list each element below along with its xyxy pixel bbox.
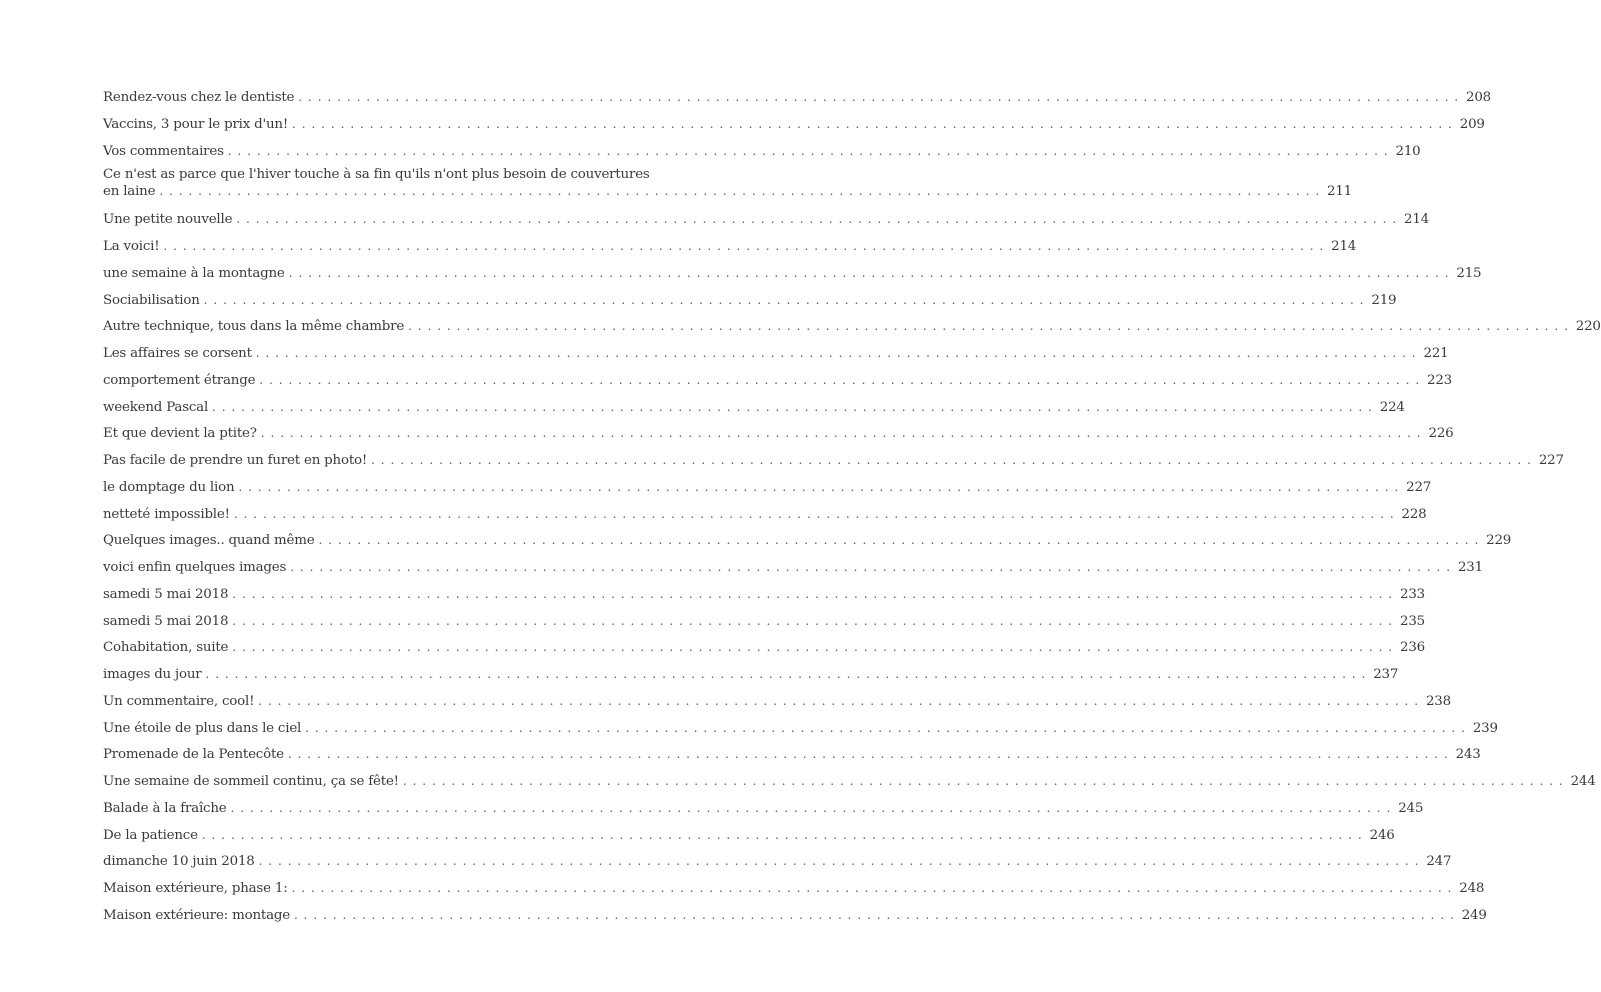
toc-entry-page: 246 bbox=[1369, 827, 1395, 843]
toc-entry-page: 211 bbox=[1327, 184, 1353, 200]
dot-leader: ........................................................................................................................ bbox=[232, 640, 1399, 655]
dot-leader: ........................................................................................................................ bbox=[288, 265, 1455, 280]
toc-entry-page: 227 bbox=[1538, 453, 1564, 468]
toc-entry-page: 220 bbox=[1575, 319, 1601, 335]
dot-leader: ........................................................................................................................ bbox=[298, 90, 1465, 104]
toc-entry[interactable] bbox=[103, 768, 1596, 795]
toc-entry-page: 243 bbox=[1455, 747, 1481, 763]
toc-entry[interactable] bbox=[103, 902, 1487, 929]
dot-leader: ........................................................................................................................ bbox=[408, 319, 1574, 334]
toc-entry-page: 236 bbox=[1400, 640, 1425, 656]
toc-entry-title: Vos commentaires bbox=[103, 143, 224, 159]
toc-entry-title: Balade à la fraîche bbox=[103, 800, 227, 816]
dot-leader: ........................................................................................................................ bbox=[233, 506, 1400, 521]
toc-entry-page: 215 bbox=[1456, 265, 1482, 281]
toc-entry-page: 244 bbox=[1570, 774, 1596, 789]
dot-leader: ........................................................................................................................ bbox=[259, 372, 1426, 387]
toc-entry[interactable] bbox=[103, 287, 1397, 314]
toc-entry-page: 210 bbox=[1395, 143, 1421, 159]
dot-leader: ........................................................................................................................ bbox=[291, 881, 1458, 895]
toc-entry-title: weekend Pascal bbox=[103, 399, 209, 415]
toc-entry-page: 214 bbox=[1331, 239, 1357, 254]
toc-entry[interactable] bbox=[103, 138, 1421, 165]
toc-entry-title: netteté impossible! bbox=[103, 506, 230, 522]
toc-entry-title: Promenade de la Pentecôte bbox=[103, 747, 284, 763]
toc-entry-page: 227 bbox=[1406, 479, 1432, 495]
dot-leader: ........................................................................................................................ bbox=[163, 239, 1330, 253]
toc-entry-title-line1: Ce n'est as parce que l'hiver touche à sa fin qu'ils n'ont plus besoin de couvertures bbox=[103, 167, 650, 183]
toc-entry-title: Une semaine de sommeil continu, ça se fête! bbox=[103, 774, 399, 789]
toc-entry-title: Cohabitation, suite bbox=[103, 640, 229, 656]
toc-entry[interactable] bbox=[103, 474, 1432, 501]
toc-entry-page: 219 bbox=[1371, 292, 1397, 308]
dot-leader: ........................................................................................................................ bbox=[205, 667, 1372, 681]
toc-entry-page: 223 bbox=[1427, 372, 1452, 388]
dot-leader: ........................................................................................................................ bbox=[292, 116, 1458, 131]
toc-entry[interactable] bbox=[103, 608, 1425, 635]
toc-entry-title: Vaccins, 3 pour le prix d'un! bbox=[103, 116, 289, 132]
toc-entry[interactable] bbox=[103, 741, 1481, 768]
dot-leader: ........................................................................................................................ bbox=[238, 479, 1405, 494]
dot-leader: ........................................................................................................................ bbox=[293, 907, 1460, 922]
toc-entry[interactable] bbox=[103, 822, 1395, 849]
toc-entry-title: Et que devient la ptite? bbox=[103, 426, 257, 442]
toc-entry[interactable] bbox=[103, 715, 1498, 742]
toc-entry-title: Les affaires se corsent bbox=[103, 346, 252, 361]
toc-entry-title: dimanche 10 juin 2018 bbox=[103, 854, 255, 870]
dot-leader: ........................................................................................................................ bbox=[232, 613, 1398, 628]
toc-entry[interactable] bbox=[103, 206, 1430, 233]
toc-entry[interactable] bbox=[103, 394, 1405, 421]
dot-leader: ........................................................................................................................ bbox=[305, 720, 1471, 735]
toc-entry[interactable] bbox=[103, 164, 1353, 206]
toc-entry-title: samedi 5 mai 2018 bbox=[103, 613, 229, 629]
toc-entry-title-line2: en laine bbox=[103, 184, 156, 200]
toc-entry[interactable] bbox=[103, 447, 1564, 474]
dot-leader: ........................................................................................................................ bbox=[258, 854, 1425, 869]
toc-entry-title: le domptage du lion bbox=[103, 479, 235, 495]
dot-leader: ........................................................................................................................ bbox=[212, 399, 1378, 414]
toc-entry[interactable] bbox=[103, 661, 1399, 688]
toc-entry-title: Une petite nouvelle bbox=[103, 212, 233, 228]
toc-entry-title: De la patience bbox=[103, 827, 198, 843]
toc-entry-page: 239 bbox=[1472, 720, 1498, 736]
toc-entry[interactable] bbox=[103, 581, 1425, 608]
toc-entry-page: 208 bbox=[1466, 90, 1491, 105]
dot-leader: ........................................................................................................................ bbox=[258, 693, 1424, 708]
dot-leader: ........................................................................................................................ bbox=[203, 292, 1370, 307]
dot-leader: ........................................................................................................................ bbox=[287, 747, 1454, 762]
toc-entry-title: une semaine à la montagne bbox=[103, 265, 285, 281]
toc-entry[interactable] bbox=[103, 313, 1601, 340]
toc-entry-title: Rendez-vous chez le dentiste bbox=[103, 90, 295, 105]
dot-leader: ........................................................................................................................ bbox=[227, 143, 1394, 158]
toc-entry-title: Une étoile de plus dans le ciel bbox=[103, 720, 302, 736]
toc-entry[interactable] bbox=[103, 340, 1449, 367]
toc-entry-page: 226 bbox=[1428, 426, 1454, 442]
toc-entry-title: Sociabilisation bbox=[103, 292, 200, 308]
dot-leader: ........................................................................................................................ bbox=[201, 827, 1368, 842]
dot-leader: ........................................................................................................................ bbox=[255, 346, 1422, 360]
toc-entry-page: 245 bbox=[1398, 800, 1424, 816]
dot-leader: ........................................................................................................................ bbox=[290, 560, 1456, 574]
dot-leader: ........................................................................................................................ bbox=[318, 533, 1485, 548]
toc-entry[interactable] bbox=[103, 875, 1485, 902]
toc-entry[interactable] bbox=[103, 848, 1452, 875]
dot-leader: ........................................................................................................................ bbox=[230, 800, 1397, 815]
toc-entry-title: samedi 5 mai 2018 bbox=[103, 586, 229, 602]
dot-leader: ........................................................................................................................ bbox=[402, 774, 1569, 788]
toc-entry-page: 238 bbox=[1425, 693, 1451, 709]
toc-entry-title: images du jour bbox=[103, 667, 202, 682]
dot-leader: ........................................................................................................................ bbox=[159, 184, 1326, 199]
toc-entry-title: Autre technique, tous dans la même chambre bbox=[103, 319, 405, 335]
toc-entry[interactable] bbox=[103, 420, 1454, 447]
toc-entry-page: 237 bbox=[1373, 667, 1399, 682]
toc-entry[interactable] bbox=[103, 795, 1424, 822]
toc-entry-page: 209 bbox=[1459, 116, 1485, 132]
toc-entry[interactable] bbox=[103, 84, 1491, 111]
toc-entry[interactable] bbox=[103, 688, 1451, 715]
toc-entry[interactable] bbox=[103, 111, 1485, 138]
toc-entry[interactable] bbox=[103, 233, 1357, 260]
dot-leader: ........................................................................................................................ bbox=[236, 212, 1403, 227]
toc-entry-page: 224 bbox=[1379, 399, 1405, 415]
toc-entry-page: 228 bbox=[1401, 506, 1427, 522]
toc-entry-title: Maison extérieure: montage bbox=[103, 907, 290, 923]
toc-entry-page: 233 bbox=[1400, 586, 1425, 602]
toc-entry-title: Pas facile de prendre un furet en photo! bbox=[103, 453, 368, 468]
toc-entry-title: Maison extérieure, phase 1: bbox=[103, 881, 288, 896]
toc-entry-page: 249 bbox=[1461, 907, 1487, 923]
toc-entry-title: voici enfin quelques images bbox=[103, 560, 287, 575]
toc-entry-page: 247 bbox=[1426, 854, 1452, 870]
toc-entry[interactable] bbox=[103, 501, 1427, 528]
toc-entry-page: 248 bbox=[1459, 881, 1485, 896]
dot-leader: ........................................................................................................................ bbox=[232, 586, 1398, 601]
toc-entry[interactable] bbox=[103, 367, 1452, 394]
toc-entry-title: comportement étrange bbox=[103, 372, 256, 388]
toc-entry-page: 235 bbox=[1400, 613, 1425, 629]
toc-entry-title: Quelques images.. quand même bbox=[103, 533, 315, 549]
dot-leader: ........................................................................................................................ bbox=[260, 426, 1427, 441]
toc-entry-page: 231 bbox=[1457, 560, 1483, 575]
toc-entry-page: 214 bbox=[1404, 212, 1430, 228]
toc-entry-page: 229 bbox=[1486, 533, 1512, 549]
dot-leader: ........................................................................................................................ bbox=[371, 453, 1537, 467]
toc-entry[interactable] bbox=[103, 260, 1482, 287]
toc-entry[interactable] bbox=[103, 554, 1483, 581]
toc-entry-title: Un commentaire, cool! bbox=[103, 693, 255, 709]
toc-entry-title: La voici! bbox=[103, 239, 160, 254]
toc-entry[interactable] bbox=[103, 527, 1512, 554]
table-of-contents bbox=[103, 84, 1601, 929]
toc-entry-page: 221 bbox=[1423, 346, 1449, 361]
toc-entry[interactable] bbox=[103, 634, 1425, 661]
toc-entry-line2 bbox=[103, 183, 1353, 200]
